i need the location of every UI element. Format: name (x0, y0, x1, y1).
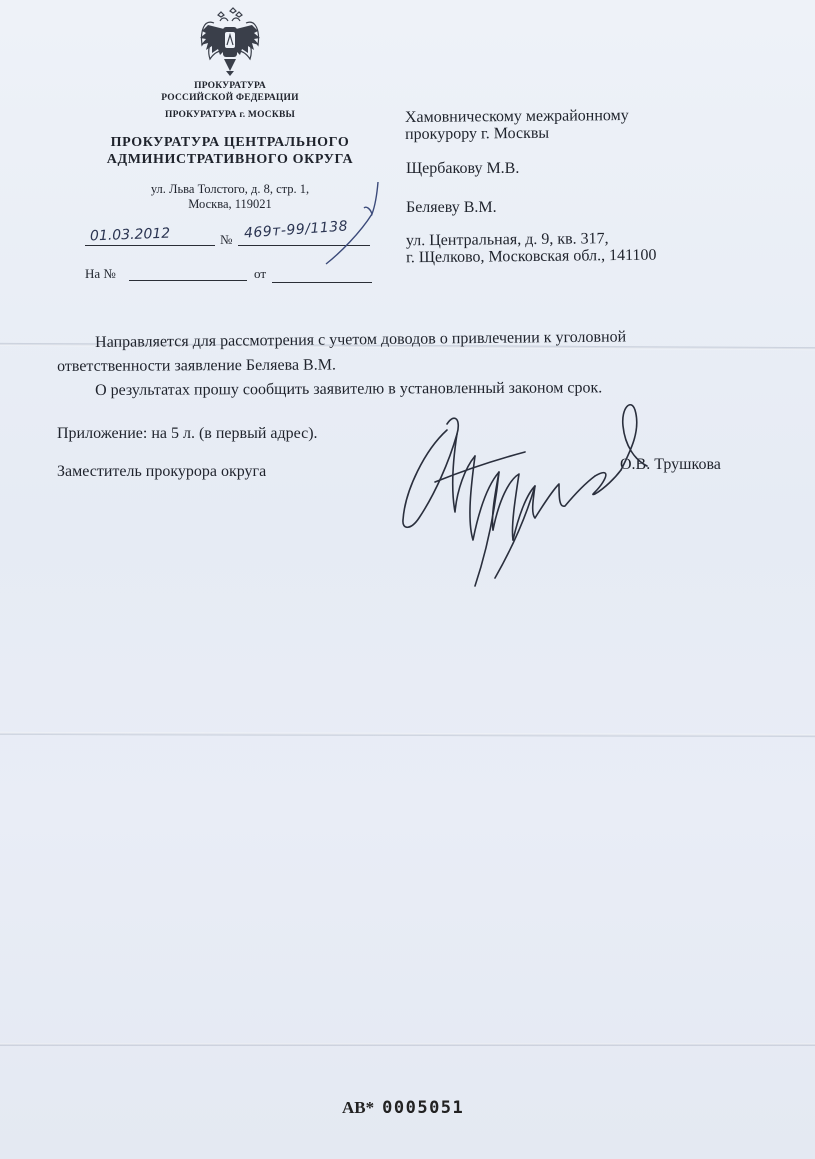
check-mark-icon (320, 178, 390, 268)
from-underline (272, 282, 372, 283)
handwritten-signature (395, 390, 680, 595)
recipient-line-1: Хамовническому межрайонному (404, 107, 629, 126)
form-serial-prefix: АВ* (342, 1098, 375, 1117)
date-handwritten: 01.03.2012 (89, 225, 171, 245)
org-line-1: ПРОКУРАТУРА (194, 81, 266, 91)
date-underline (85, 245, 215, 246)
paper-fold (0, 732, 815, 737)
reply-to-label: На № (85, 266, 116, 281)
attachment-note: Приложение: на 5 л. (в первый адрес). (57, 425, 318, 442)
body-para-2: О результатах прошу сообщить заявителю в установленный законом срок. (95, 379, 603, 399)
org-line-2: РОССИЙСКОЙ ФЕДЕРАЦИИ (161, 93, 299, 103)
org-name (150, 80, 310, 104)
signatory-position: Заместитель прокурора округа (57, 463, 267, 480)
number-handwritten: 469т-99/1138 (243, 218, 349, 242)
office-address-line-1: ул. Льва Толстого, д. 8, стр. 1, (150, 182, 310, 196)
office-name (90, 134, 370, 168)
office-line-1: ПРОКУРАТУРА ЦЕНТРАЛЬНОГО (110, 135, 350, 150)
recipient-address-line-1: ул. Центральная, д. 9, кв. 317, (405, 230, 609, 250)
recipient-address-line-2: г. Щелково, Московская обл., 141100 (406, 246, 657, 267)
org-line-3: ПРОКУРАТУРА г. МОСКВЫ (164, 110, 296, 120)
recipient-name-2: Беляеву В.М. (406, 199, 497, 216)
number-label: № (220, 232, 233, 247)
russian-coat-of-arms-icon (196, 5, 264, 77)
signatory-name: О.В. Трушкова (620, 456, 721, 473)
office-address (110, 182, 350, 212)
body-para-1-line-2: ответственности заявление Беляева В.М. (57, 356, 336, 375)
recipient-name-1: Щербакову М.В. (406, 160, 520, 177)
from-label: от (254, 266, 267, 281)
form-serial-digits: 0005051 (382, 1098, 465, 1118)
recipient-line-2: прокурору г. Москвы (405, 124, 550, 143)
recipient-address (406, 230, 657, 267)
recipient-office (405, 107, 629, 143)
office-line-2: АДМИНИСТРАТИВНОГО ОКРУГА (106, 152, 354, 167)
office-address-line-2: Москва, 119021 (188, 197, 272, 211)
paper-fold (0, 1043, 815, 1046)
form-serial-number (342, 1098, 464, 1118)
body-para-1-line-1: Направляется для рассмотрения с учетом доводов о привлечении к уголовной (95, 328, 627, 351)
reply-to-underline (129, 280, 247, 281)
